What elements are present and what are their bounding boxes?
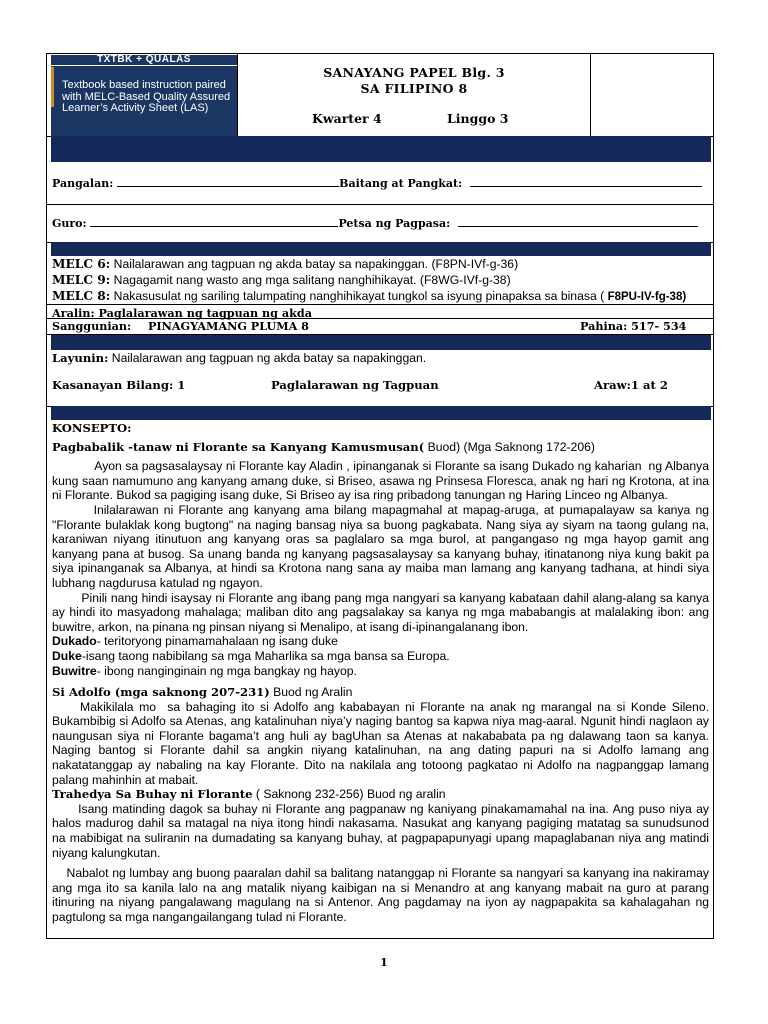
konsepto-section	[52, 421, 713, 925]
section-si-adolfo-title: Si Adolfo (mga saknong 207-231) Buod ng Aralin	[52, 685, 353, 700]
baitang-label: Baitang at Pangkat:	[339, 177, 463, 190]
kasanayan-bilang: Kasanayan Bilang: 1	[52, 378, 186, 392]
araw-label: Araw:1 at 2	[594, 378, 668, 392]
logo-title: TXTBK + QUALAS	[97, 54, 191, 65]
worksheet-title: SANAYANG PAPEL Blg. 3	[323, 65, 505, 80]
layunin-band	[51, 335, 711, 350]
definition-duke: Duke-isang taong nabibilang sa mga Maharlika sa mga bansa sa Europa.	[52, 648, 450, 663]
petsa-field[interactable]	[458, 217, 698, 227]
paragraph: Isang matinding dagok sa buhay ni Florante ang pagpanaw ng kaniyang pinakamamahal na ina. Ang puso niya ay halos madurog dahil sa matagal na niya itong hindi nakasama. Nasukat ang kanyang pagiging matatag sa sunudsunod na mabibigat na suliranin na dumadating sa kanyang buhay, at pagpapapunyagi upang mapaglabanan niya ang matindi niyang kalungkutan.	[52, 801, 713, 860]
kasanayan-title: Paglalarawan ng Tagpuan	[271, 378, 439, 392]
petsa-label: Petsa ng Pagpasa:	[338, 217, 451, 230]
paragraph: Pinili nang hindi isaysay ni Florante ang ibang pang mga nangyari sa kanyang kabataan dahil alang-alang sa kanya ay hindi ito masyadong mahalaga; maliban dito ang pagsalakay sa kanya ng mga mababangis at malalaking ibon: ang buwitre, arkon, na pinana ng pinsan niyang si Menalipo, at isang di-ipinangalanang ibon.	[52, 590, 713, 634]
worksheet-page	[46, 53, 714, 939]
sanggunian-label: Sanggunian:	[52, 319, 132, 333]
melc-band	[51, 242, 711, 256]
worksheet-subject: SA FILIPINO 8	[360, 81, 468, 96]
definition-buwitre: Buwitre- ibong nanginginain ng mga bangkay ng hayop.	[52, 663, 357, 678]
kwarter-label: Kwarter 4	[312, 111, 382, 126]
pangalan-field[interactable]: Pangalan: Baitang at Pangkat:	[52, 177, 702, 190]
konsepto-heading: KONSEPTO:	[52, 421, 132, 435]
linggo-label: Linggo 3	[447, 111, 509, 126]
paragraph: Inilalarawan ni Florante ang kanyang ama bilang mapagmahal at mapag-aruga, at pumapalayaw sa kanya ng "Florante bulaklak kong bugtong" na naging bansag niya sa buong pagkabata. Nang siya ay siyam na taong gulang na, karaniwan niyang itinutuon ang kanyang oras sa paglalaro sa mga burol, at pangangaso ng mga hayop gamit ang kanyang pana at busog. Sa unang banda ng kanyang pagsasalaysay sa kanyang buhay, itinatanong niya kung bakit pa siya ipinanganak sa Albanya, at hindi sa Krotona nang sana ay maiba man lamang ang kanyang tadhana, at hindi siya lubhang nagdurusa katulad ng ngayon.	[52, 502, 713, 590]
aralin-label: Aralin: Paglalarawan ng tagpuan ng akda	[52, 306, 312, 320]
section-pagbabalik-tanaw-title: Pagbabalik -tanaw ni Florante sa Kanyang Kamusmusan( Buod) (Mga Saknong 172-206)	[52, 439, 595, 454]
definition-dukado: Dukado- teritoryong pinamamahalaan ng isang duke	[52, 634, 338, 649]
baitang-field[interactable]	[470, 177, 702, 187]
txtbk-qualas-logo	[51, 55, 237, 136]
paragraph: Nabalot ng lumbay ang buong paaralan dahil sa balitang natanggap ni Florante sa nangyari sa kanyang ina nakiramay ang mga ito sa kanila lalo na ang matalik niyang kaibigan na si Menandro at ang kanyang mabait na guro at parang itinuring na niyang pangalawang magulang na si Antenor. Ang pagdamay na iyon ay nagpapakita sa kahalagahan ng pagtulong sa mga nangangailangang tulad ni Florante.	[52, 866, 713, 924]
melc-8: MELC 8: Nakasusulat ng sariling talumpating nanghihikayat tungkol sa isyung pinapaksa sa binasa ( F8PU-IV-fg-38)	[52, 289, 687, 303]
logo-description: Textbook based instruction paired with MELC-Based Quality Assured Learner’s Activity Sheet (LAS)	[62, 79, 231, 114]
paragraph: Ayon sa pagsasalaysay ni Florante kay Aladin , ipinanganak si Florante sa isang Dukado ng kaharian ng Albanya kung saan namumuno ang kanyang amang duke, si Briseo, asawa ng Prinsesa Floresca, anak ng hari ng Krotona, at ina ni Florante. Bukod sa pagiging isang duke, Si Briseo ay isa ring pribadong tanungan ng Haring Linceo ng Albanya.	[52, 459, 713, 503]
pahina-label: Pahina: 517- 534	[580, 319, 687, 333]
paragraph: Makikilala mo sa bahaging ito si Adolfo ang kababayan ni Florante na anak ng marangal na si Konde Sileno. Bukambibig si Adolfo sa Atenas, ang katalinuhan niya’y naging bantog sa kapwa niya mag-aaral. Ngunit hindi naglaon ay naungusan siya ni Florante bagama’t ang huli ay bagUhan sa Atenas at nakababata pa ng dalawang taon sa kanya. Naging bantog si Florante dahil sa angkin niyang katalinuhan, na ang dating papuri na si Adolfo lamang ang nakatatanggap ay nabaling na kay Florante. Dito na nakilala ang totoong pagkatao ni Adolfo na nagpanggap lamang palang mahinhin at mabait.	[52, 699, 713, 787]
logo-accent-bar	[51, 67, 54, 107]
page-number: 1	[380, 956, 388, 969]
header-band	[51, 136, 711, 162]
sanggunian-value: PINAGYAMANG PLUMA 8	[148, 319, 309, 333]
section-trahedya-title: Trahedya Sa Buhay ni Florante ( Saknong 232-256) Buod ng aralin	[52, 787, 446, 802]
melc-9: MELC 9: Nagagamit nang wasto ang mga salitang nanghihikayat. (F8WG-IVf-g-38)	[52, 273, 511, 287]
melc-6: MELC 6: Nailalarawan ang tagpuan ng akda batay sa napakinggan. (F8PN-IVf-g-36)	[52, 257, 519, 271]
guro-field[interactable]: Guro: Petsa ng Pagpasa:	[52, 217, 698, 230]
konsepto-band	[51, 406, 711, 420]
layunin: Layunin: Nailalarawan ang tagpuan ng akda batay sa napakinggan.	[52, 351, 427, 365]
